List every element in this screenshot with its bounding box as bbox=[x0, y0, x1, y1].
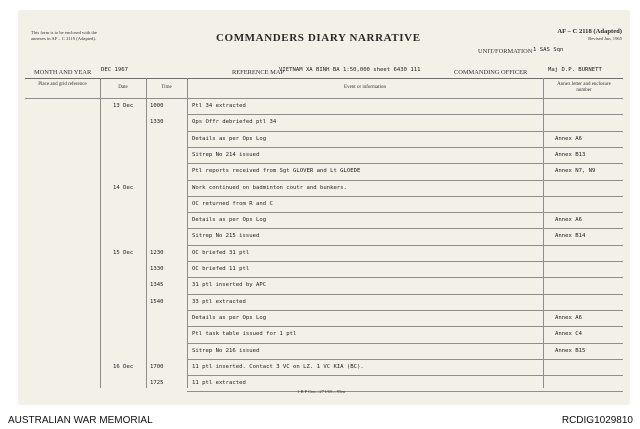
row-event: Details as per Ops Log bbox=[192, 135, 267, 142]
form-note-line1: This form is to be enclosed with the bbox=[31, 30, 97, 35]
row-rule bbox=[187, 196, 623, 197]
col-header-event: Event or information bbox=[344, 85, 386, 90]
col-header-time: Time bbox=[161, 85, 172, 90]
row-event: Ops Offr debriefed ptl 34 bbox=[192, 119, 277, 126]
row-time: 1000 bbox=[150, 103, 164, 109]
row-event: OC briefed 11 ptl bbox=[192, 266, 250, 272]
table-top-rule bbox=[25, 78, 623, 79]
col-divider-date bbox=[146, 78, 147, 388]
col-header-date: Date bbox=[118, 85, 128, 90]
row-time: 1540 bbox=[150, 298, 164, 305]
row-rule bbox=[187, 228, 623, 229]
row-event: 11 ptl extracted bbox=[192, 380, 246, 387]
reference-map-value: VIETNAM XA BINH BA 1:50,000 sheet 6430 111 bbox=[279, 67, 421, 73]
row-rule bbox=[187, 310, 623, 311]
row-time: 1345 bbox=[150, 282, 164, 289]
row-date: 16 Dec bbox=[113, 363, 134, 370]
row-rule bbox=[187, 114, 623, 115]
row-annex: Annex B13 bbox=[555, 151, 586, 158]
row-event: Ptl task table issued for 1 ptl bbox=[192, 331, 297, 338]
row-rule bbox=[187, 277, 623, 278]
month-year-value: DEC 1967 bbox=[101, 67, 128, 73]
row-date: 14 Dec bbox=[113, 184, 134, 191]
row-rule bbox=[187, 131, 623, 132]
col-header-place: Place and grid reference bbox=[38, 82, 87, 87]
row-rule bbox=[187, 391, 623, 392]
row-event: 31 ptl inserted by APC bbox=[192, 282, 267, 289]
row-annex: Annex C4 bbox=[555, 331, 582, 338]
row-time: 1330 bbox=[150, 119, 164, 126]
footer-record-id: RCDIG1029810 bbox=[561, 415, 633, 426]
row-event: Sitrep No 215 issued bbox=[192, 233, 260, 240]
commanding-officer-value: Maj D.P. BURNETT bbox=[548, 67, 602, 73]
table-header-rule bbox=[25, 98, 623, 99]
row-date: 13 Dec bbox=[113, 103, 134, 109]
row-rule bbox=[187, 147, 623, 148]
row-rule bbox=[187, 212, 623, 213]
page-title: COMMANDERS DIARY NARRATIVE bbox=[216, 32, 421, 44]
row-time: 1230 bbox=[150, 249, 164, 256]
row-time: 1700 bbox=[150, 363, 164, 370]
revised-date: Revised Jun, 1965 bbox=[588, 36, 622, 41]
row-rule bbox=[187, 359, 623, 360]
row-event: Ptl reports received from Sgt GLOVER and Lt GLOEDE bbox=[192, 168, 361, 175]
row-rule bbox=[187, 180, 623, 181]
row-rule bbox=[187, 245, 623, 246]
row-time: 1725 bbox=[150, 380, 164, 387]
commanding-officer-label: COMMANDING OFFICER bbox=[454, 69, 528, 76]
row-annex: Annex A6 bbox=[555, 217, 582, 224]
unit-value: 1 SAS Sqn bbox=[533, 47, 564, 53]
row-event: Ptl 34 extracted bbox=[192, 103, 246, 109]
row-time: 1330 bbox=[150, 266, 164, 272]
form-note-line2: annexes in AF – C 2119 (Adapted). bbox=[31, 36, 97, 41]
row-rule bbox=[187, 326, 623, 327]
row-event: Details as per Ops Log bbox=[192, 217, 267, 224]
col-divider-event bbox=[543, 78, 544, 388]
row-annex: Annex B14 bbox=[555, 233, 586, 240]
col-divider-place bbox=[100, 78, 101, 388]
row-event: OC returned from R and C bbox=[192, 200, 273, 207]
row-event: Sitrep No 216 issued bbox=[192, 347, 260, 354]
col-header-annex: Annex letter and enclosure number bbox=[557, 82, 611, 93]
print-code: 1 B P Ctn—271/65—95m bbox=[297, 389, 345, 394]
month-year-label: MONTH AND YEAR bbox=[34, 69, 92, 76]
row-rule bbox=[187, 163, 623, 164]
reference-map-label: REFERENCE MAP bbox=[232, 69, 285, 76]
row-event: Sitrep No 214 issued bbox=[192, 151, 260, 158]
row-rule bbox=[187, 261, 623, 262]
form-code: AF – C 2118 (Adapted) bbox=[557, 28, 622, 35]
row-annex: Annex A6 bbox=[555, 135, 582, 142]
row-rule bbox=[187, 375, 623, 376]
row-event: OC briefed 31 ptl bbox=[192, 249, 250, 256]
row-rule bbox=[187, 343, 623, 344]
row-event: 11 ptl inserted. Contact 3 VC on LZ. 1 VC KIA (BC). bbox=[192, 363, 364, 370]
row-event: 33 ptl extracted bbox=[192, 298, 246, 305]
row-rule bbox=[187, 294, 623, 295]
row-annex: Annex B15 bbox=[555, 347, 586, 354]
row-event: Work continued on badminton coutr and bunkers. bbox=[192, 184, 347, 191]
diary-page bbox=[19, 11, 629, 404]
row-annex: Annex N7, N9 bbox=[555, 168, 596, 175]
row-annex: Annex A6 bbox=[555, 314, 582, 321]
col-divider-time bbox=[187, 78, 188, 388]
unit-label: UNIT/FORMATION bbox=[478, 48, 533, 55]
row-event: Details as per Ops Log bbox=[192, 314, 267, 321]
row-date: 15 Dec bbox=[113, 249, 134, 256]
footer-credit: AUSTRALIAN WAR MEMORIAL bbox=[8, 415, 153, 426]
